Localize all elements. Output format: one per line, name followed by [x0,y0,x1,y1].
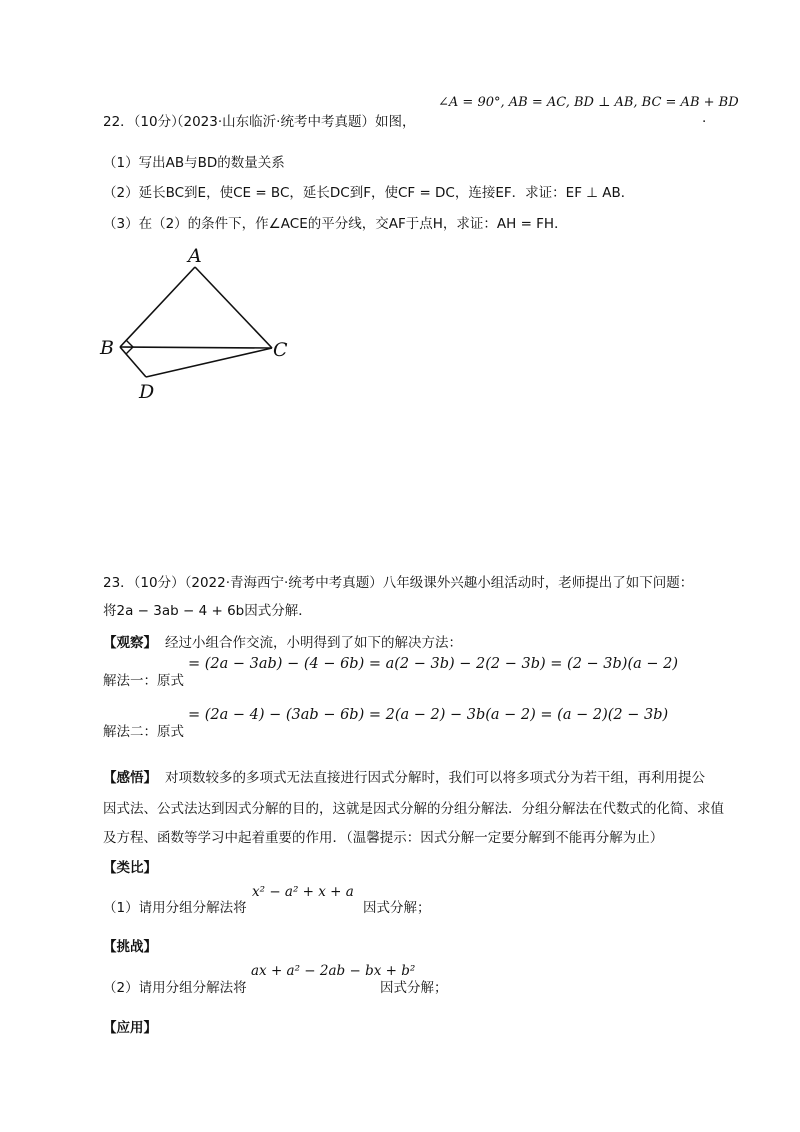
analogy-end: 因式分解； [363,900,431,916]
q22-part2: （2）延长BC到E，使CE = BC，延长DC到F，使CF = DC，连接EF．求证：EF ⊥ AB． [103,185,635,201]
q22-given-conditions: ∠A = 90°, AB = AC, BD ⊥ AB, BC = AB + BD [438,95,739,110]
triangle-figure [95,240,305,405]
analogy-math: x² − a² + x + a [252,884,354,900]
challenge-title: 【挑战】 [103,939,157,955]
segment-ac [195,267,272,348]
method1-label: 解法一：原式 [103,673,184,689]
q22-part3: （3）在（2）的条件下，作∠ACE的平分线，交AF于点H，求证：AH = FH． [103,216,568,232]
insight-line3: 及方程、函数等学习中起着重要的作用．（温馨提示：因式分解一定要分解到不能再分解为止） [103,830,664,846]
segment-bd [120,347,146,377]
observe-title: 【观察】 [103,635,157,651]
insight-title: 【感悟】 [103,770,157,786]
segment-ab [120,267,195,347]
method1-math: = (2a − 3ab) − (4 − 6b) = a(2 − 3b) − 2(2 − 3b) = (2 − 3b)(a − 2) [188,656,679,672]
challenge-math: ax + a² − 2ab − bx + b² [251,963,416,979]
q23-number-line: 23．（10分）（2022·青海西宁·统考中考真题）八年级课外兴趣小组活动时，老师提出了如下问题： [103,575,694,591]
analogy-title: 【类比】 [103,860,157,876]
insight-line2: 因式法、公式法达到因式分解的目的，这就是因式分解的分组分解法．分组分解法在代数式的化简、求值 [103,801,724,817]
q22-given-end: . [702,110,707,126]
method2-math: = (2a − 4) − (3ab − 6b) = 2(a − 2) − 3b(a − 2) = (a − 2)(2 − 3b) [188,707,669,723]
analogy-label: （1）请用分组分解法将 [103,900,247,916]
insight-line1: 对项数较多的多项式无法直接进行因式分解时，我们可以将多项式分为若干组，再利用提公 [165,770,705,786]
q22-part1: （1）写出AB与BD的数量关系 [103,155,285,171]
challenge-label: （2）请用分组分解法将 [103,980,247,996]
q22-number: 22．（10分） [103,114,185,130]
segment-dc [146,348,272,377]
label-b: B [100,337,114,359]
apply-title: 【应用】 [103,1020,157,1036]
label-d: D [139,381,155,403]
q23-task: 将2a − 3ab − 4 + 6b因式分解． [103,603,312,619]
observe-text: 经过小组合作交流，小明得到了如下的解决方法： [165,635,462,651]
label-c: C [273,339,288,361]
method2-label: 解法二：原式 [103,724,184,740]
challenge-end: 因式分解； [380,980,448,996]
segment-bc [120,347,272,348]
q22-source: （2023·山东临沂·统考中考真题）如图， [170,114,416,130]
label-a: A [188,245,202,267]
